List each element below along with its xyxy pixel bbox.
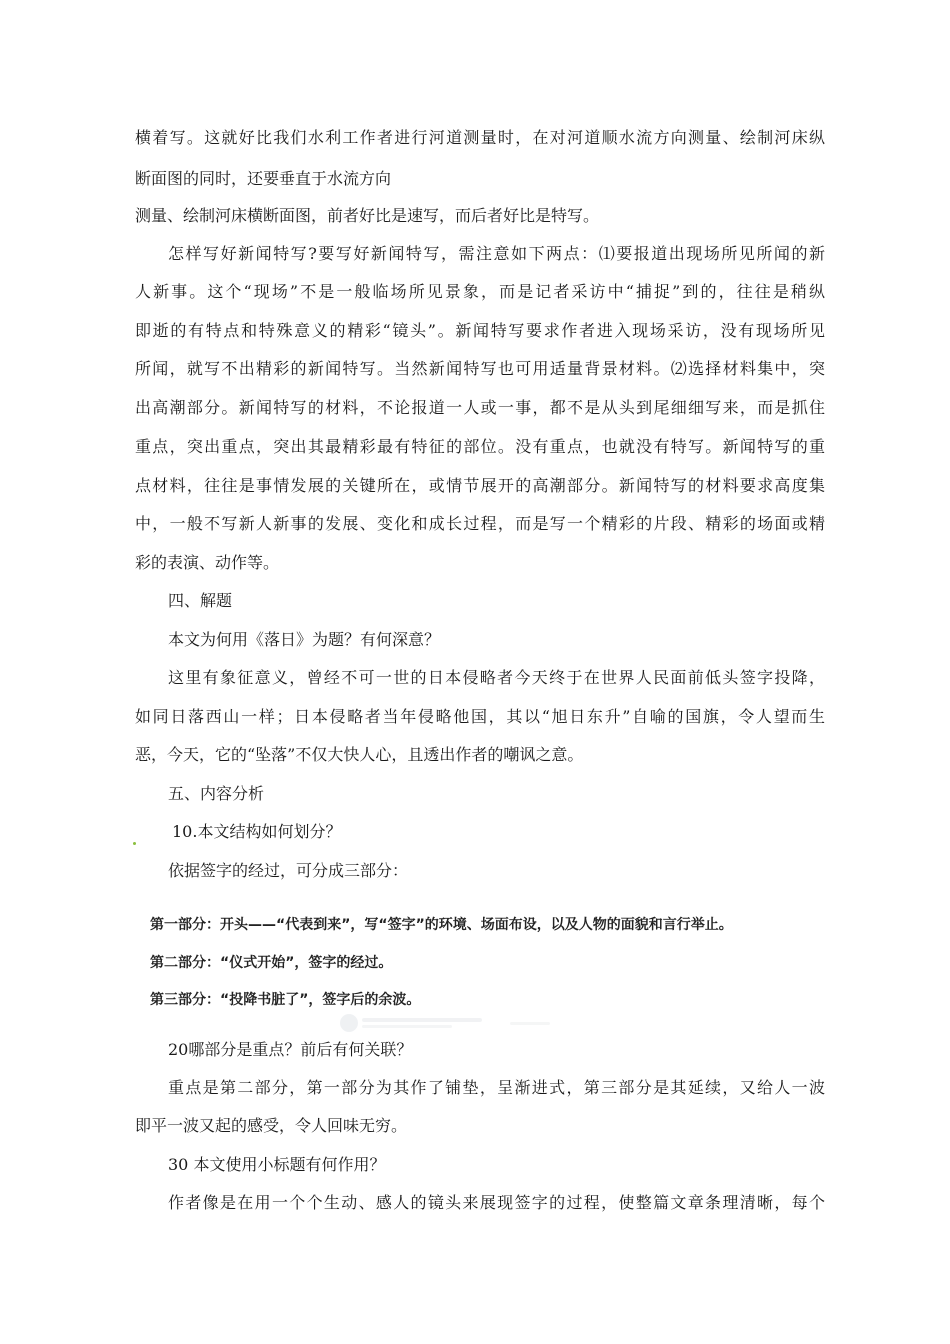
- section-heading: 五、内容分析: [168, 784, 265, 803]
- watermark-logo: [340, 1010, 580, 1036]
- paragraph-line: 依据签字的经过，可分成三部分：: [168, 861, 409, 880]
- watermark-stroke: [510, 1022, 550, 1025]
- paragraph-line: 中，一般不写新人新事的发展、变化和成长过程，而是写一个精彩的片段、精彩的场面或精: [135, 514, 825, 533]
- stray-dot: [133, 842, 136, 845]
- paragraph-line: 所闻，就写不出精彩的新闻特写。当然新闻特写也可用适量背景材料。⑵选择材料集中，突: [135, 359, 825, 378]
- paragraph-line: 作者像是在用一个个生动、感人的镜头来展现签字的过程，使整篇文章条理清晰，每个: [168, 1193, 825, 1212]
- paragraph-line: 测量、绘制河床横断面图，前者好比是速写，而后者好比是特写。: [135, 206, 600, 225]
- paragraph-line: 怎样写好新闻特写?要写好新闻特写，需注意如下两点：⑴要报道出现场所见所闻的新: [168, 244, 825, 263]
- paragraph-line: 即逝的有特点和特殊意义的精彩“镜头”。新闻特写要求作者进入现场采访，没有现场所见: [135, 321, 825, 340]
- paragraph-line: 恶，今天，它的“坠落”不仅大快人心，且透出作者的嘲讽之意。: [135, 745, 584, 764]
- section-heading: 四、解题: [168, 591, 233, 610]
- paragraph-line: 出高潮部分。新闻特写的材料，不论报道一人或一事，都不是从头到尾细细写来，而是抓住: [135, 398, 825, 417]
- watermark-stroke: [362, 1018, 482, 1022]
- paragraph-line: 人新事。这个“现场”不是一般临场所见景象，而是记者采访中“捕捉”到的，往往是稍纵: [135, 282, 825, 301]
- paragraph-line: 横着写。这就好比我们水利工作者进行河道测量时，在对河道顺水流方向测量、绘制河床纵: [135, 128, 825, 147]
- paragraph-line: 即平一波又起的感受，令人回味无穷。: [135, 1116, 408, 1135]
- paragraph-line: 断面图的同时，还要垂直于水流方向: [135, 169, 392, 188]
- paragraph-line: 彩的表演、动作等。: [135, 553, 280, 572]
- structure-part-1: 第一部分：开头——“代表到来”，写“签字”的环境、场面布设，以及人物的面貌和言行举止。: [150, 917, 733, 933]
- paragraph-line: 这里有象征意义，曾经不可一世的日本侵略者今天终于在世界人民面前低头签字投降，: [168, 668, 825, 687]
- paragraph-line: 如同日落西山一样；日本侵略者当年侵略他国，其以“旭日东升”自喻的国旗，令人望而生: [135, 707, 825, 726]
- paragraph-line: 重点是第二部分，第一部分为其作了铺垫，呈渐进式，第三部分是其延续，又给人一波: [168, 1078, 825, 1097]
- structure-part-2: 第二部分：“仪式开始”，签字的经过。: [150, 955, 393, 971]
- watermark-emblem-icon: [340, 1014, 358, 1032]
- structure-part-3: 第三部分：“投降书脏了”，签字后的余波。: [150, 992, 421, 1008]
- watermark-stroke: [362, 1025, 452, 1028]
- question-line: 20哪部分是重点？前后有何关联？: [168, 1040, 413, 1059]
- paragraph-line: 重点，突出重点，突出其最精彩最有特征的部位。没有重点，也就没有特写。新闻特写的重: [135, 437, 825, 456]
- question-line: 本文为何用《落日》为题？有何深意？: [168, 630, 441, 649]
- question-line: 10.本文结构如何划分？: [172, 822, 342, 841]
- paragraph-line: 点材料，往往是事情发展的关键所在，或情节展开的高潮部分。新闻特写的材料要求高度集: [135, 476, 825, 495]
- question-line: 30 本文使用小标题有何作用？: [168, 1155, 386, 1174]
